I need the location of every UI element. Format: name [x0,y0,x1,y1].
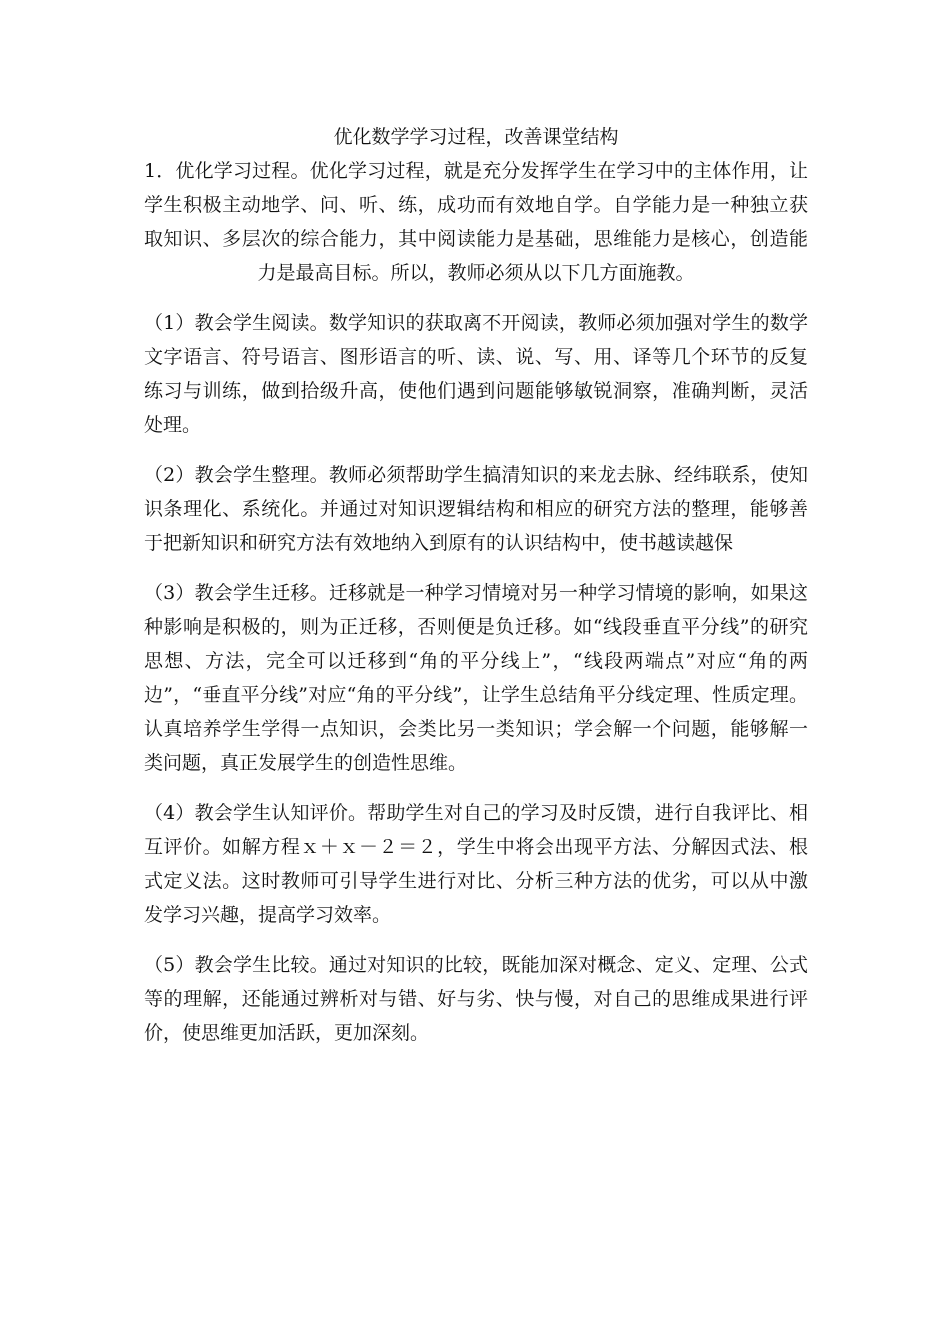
paragraph-evaluation: （4）教会学生认知评价。帮助学生对自己的学习及时反馈，进行自我评比、相互评价。如解方程ｘ＋ｘ－２＝２，学生中将会出现平方法、分解因式法、根式定义法。这时教师可引导学生进行对比、分析三种方法的优劣，可以从中激发学习兴趣，提高学习效率。 [144,802,808,926]
document-body [144,122,808,1066]
paragraph-comparison: （5）教会学生比较。通过对知识的比较，既能加深对概念、定义、定理、公式等的理解，还能通过辨析对与错、好与劣、快与慢，对自己的思维成果进行评价，使思维更加活跃，更加深刻。 [144,954,808,1044]
intro-paragraph: 1．优化学习过程。优化学习过程，就是充分发挥学生在学习中的主体作用，让学生积极主动地学、问、听、练，成功而有效地自学。自学能力是一种独立获取知识、多层次的综合能力，其中阅读能力是基础，思维能力是核心，创造能力是最高目标。所以，教师必须从以下几方面施教。 [144,160,808,284]
paragraph-reading: （1）教会学生阅读。数学知识的获取离不开阅读，教师必须加强对学生的数学文字语言、符号语言、图形语言的听、读、说、写、用、译等几个环节的反复练习与训练，做到拾级升高，使他们遇到问题能够敏锐洞察，准确判断，灵活处理。 [144,312,808,436]
document-title: 优化数学学习过程，改善课堂结构 [333,126,619,148]
paragraph-transfer: （3）教会学生迁移。迁移就是一种学习情境对另一种学习情境的影响，如果这种影响是积极的，则为正迁移，否则便是负迁移。如“线段垂直平分线”的研究思想、方法，完全可以迁移到“角的平分线上”，“线段两端点”对应“角的两边”，“垂直平分线”对应“角的平分线”，让学生总结角平分线定理、性质定理。认真培养学生学得一点知识，会类比另一类知识；学会解一个问题，能够解一类问题，真正发展学生的创造性思维。 [144,582,808,774]
paragraph-organizing: （2）教会学生整理。教师必须帮助学生搞清知识的来龙去脉、经纬联系，使知识条理化、系统化。并通过对知识逻辑结构和相应的研究方法的整理，能够善于把新知识和研究方法有效地纳入到原有的认识结构中，使书越读越保 [144,464,808,554]
